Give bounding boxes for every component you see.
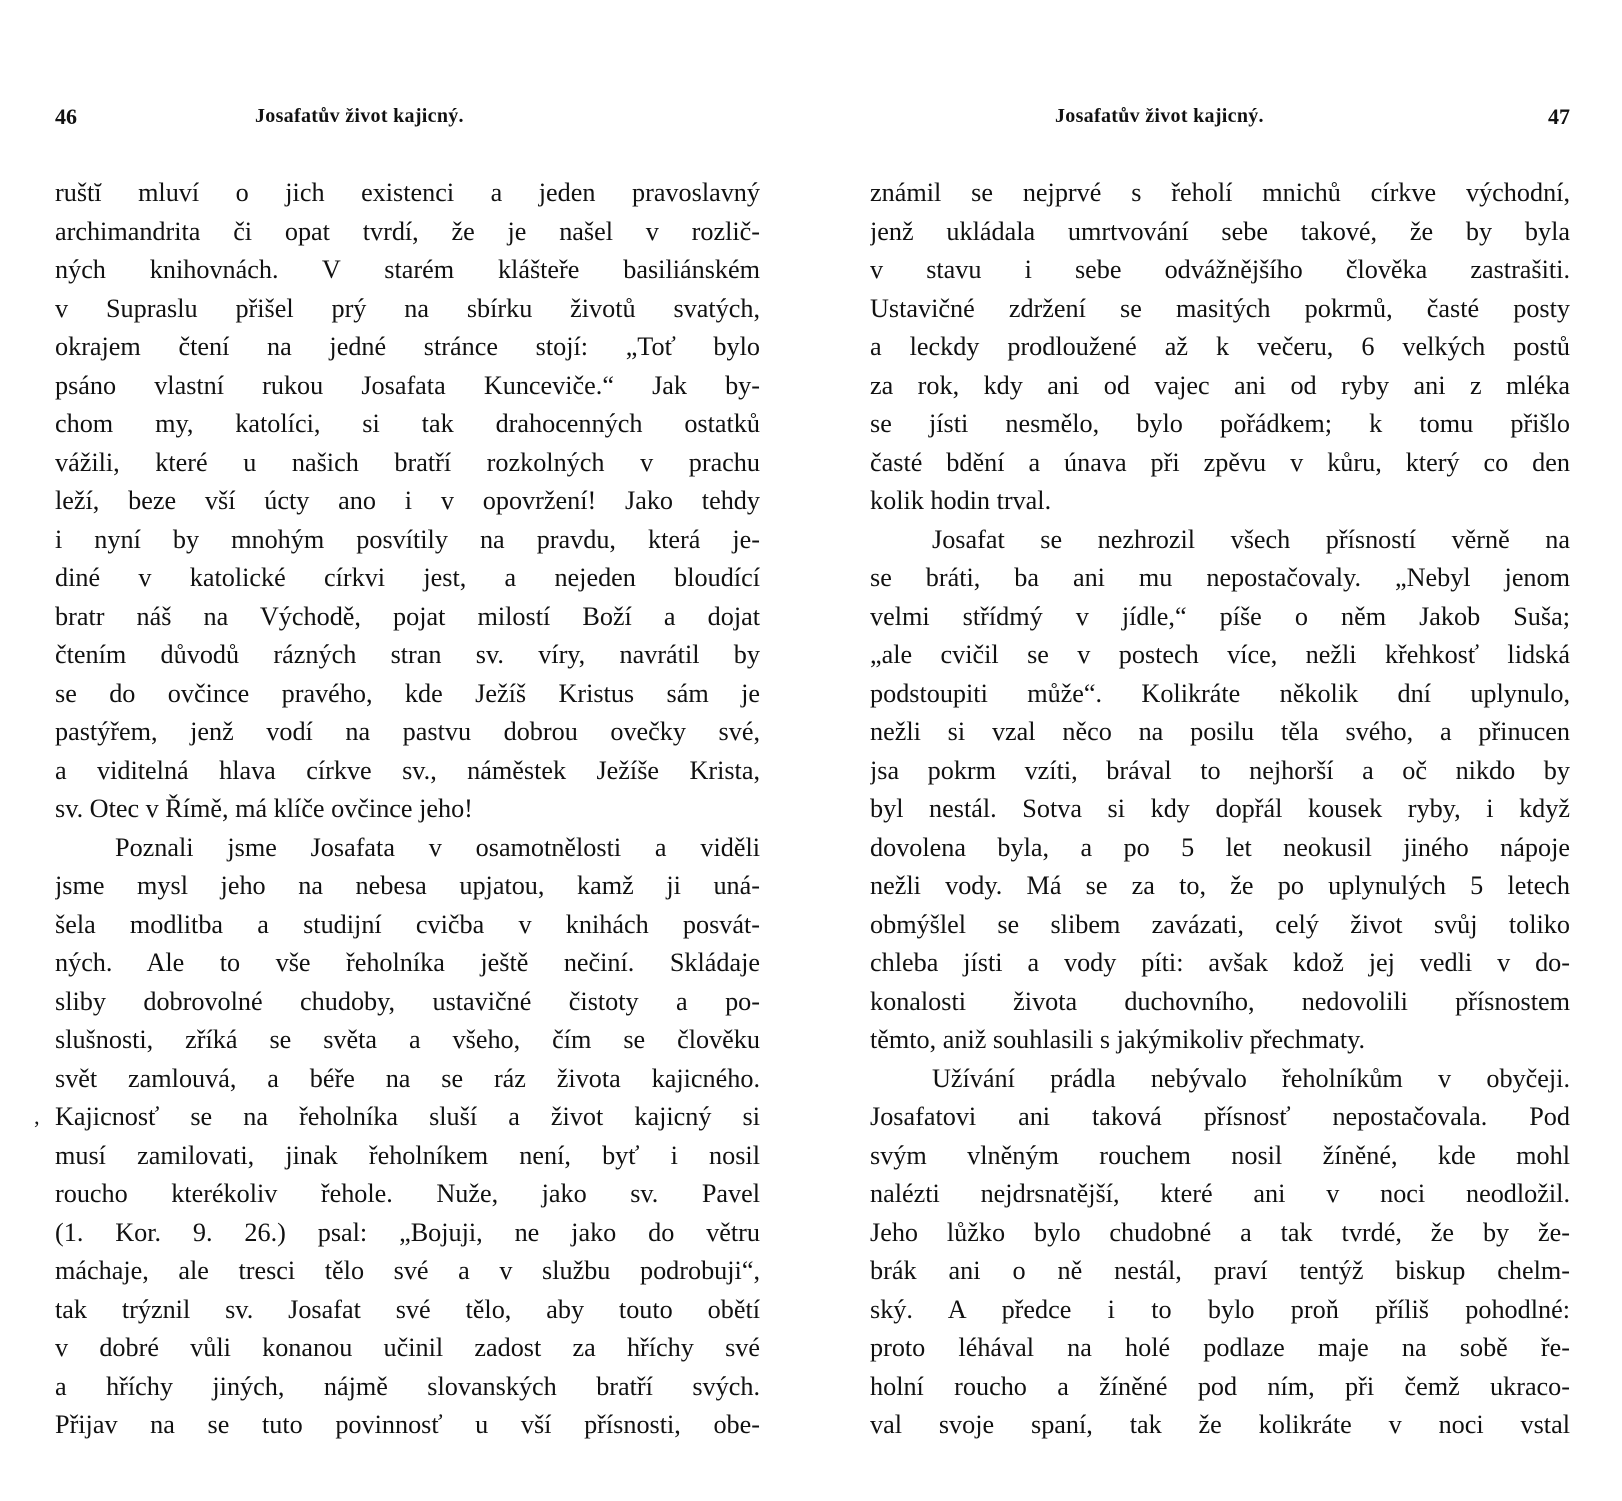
text-line — [33, 1098, 760, 1137]
text-line: sliby dobrovolné chudoby, ustavičné čistoty a po- — [55, 986, 760, 1016]
text-line: Přijav na se tuto povinnosť u vší přísnosti, obe- — [55, 1410, 760, 1439]
text-line: v Supraslu přišel prý na sbírku životů svatých, — [55, 293, 760, 323]
text-line: podstoupiti může“. Kolikráte několik dní uplynulo, — [870, 678, 1570, 708]
text-line: svým vlněným rouchem nosil žíněné, kde mohl — [870, 1140, 1570, 1170]
text-line: slušnosti, zříká se světa a všeho, čím se člověku — [55, 1025, 760, 1054]
text-line: leží, beze vší úcty ano i v opovržení! Jako tehdy — [55, 486, 760, 515]
text-line: v stavu i sebe odvážnějšího člověka zastrašiti. — [870, 255, 1570, 284]
text-line: dovolena byla, a po 5 let neokusil jiného nápoje — [870, 832, 1570, 862]
text-line: tak trýznil sv. Josafat své tělo, aby touto obětí — [55, 1294, 760, 1324]
text-line: i nyní by mnohým posvítily na pravdu, která je- — [55, 524, 760, 554]
text-line-content: Kajicnosť se na řeholníka sluší a život kajicný si — [55, 1102, 760, 1131]
text-line: konalosti života duchovního, nedovolili přísnostem — [870, 986, 1570, 1016]
margin-mark: ‚ — [33, 1104, 41, 1129]
text-line: Ustavičné zdržení se masitých pokrmů, časté posty — [870, 293, 1570, 323]
right-page-number: 47 — [1548, 104, 1570, 129]
text-line: bratr náš na Východě, pojat milostí Boží a dojat — [55, 601, 760, 631]
text-line: jsa pokrm vzíti, brával to nejhorší a oč nikdo by — [870, 755, 1570, 785]
text-line: časté bdění a únava při zpěvu v kůru, který co den — [870, 447, 1570, 477]
paragraph-last-line: sv. Otec v Římě, má klíče ovčince jeho! — [55, 794, 473, 823]
text-line: byl nestál. Sotva si kdy dopřál kousek ryby, i když — [870, 794, 1570, 823]
text-line: a viditelná hlava církve sv., náměstek Ježíše Krista, — [55, 755, 760, 785]
text-line: roucho kterékoliv řehole. Nuže, jako sv. Pavel — [55, 1179, 760, 1208]
text-line: za rok, kdy ani od vajec ani od ryby ani z mléka — [870, 370, 1570, 400]
text-line: (1. Kor. 9. 26.) psal: „Bojuji, ne jako do větru — [55, 1217, 760, 1247]
paragraph-last-line: těmto, aniž souhlasili s jakýmikoliv přechmaty. — [870, 1025, 1366, 1054]
text-line: vážili, které u našich bratří rozkolných v prachu — [55, 447, 760, 477]
text-line: Jeho lůžko bylo chudobné a tak tvrdé, že by že- — [870, 1217, 1570, 1247]
text-line: Josafatovi ani taková přísnosť nepostačovala. Pod — [870, 1102, 1570, 1131]
text-line: šela modlitba a studijní cvičba v knihách posvát- — [55, 909, 760, 939]
text-line: nežli si vzal něco na posilu těla svého, a přinucen — [870, 717, 1570, 746]
right-running-title: Josafatův život kajicný. — [1055, 105, 1264, 127]
text-line: jenž ukládala umrtvování sebe takové, že by byla — [870, 216, 1570, 246]
text-line: psáno vlastní rukou Josafata Kunceviče.“ Jak by- — [55, 370, 760, 400]
text-line: pastýřem, jenž vodí na pastvu dobrou ovečky své, — [55, 717, 760, 746]
text-line: svět zamlouvá, a béře na se ráz života kajicného. — [55, 1063, 760, 1093]
text-line: proto léhával na holé podlaze maje na sobě ře- — [870, 1333, 1570, 1362]
text-line: archimandrita či opat tvrdí, že je našel v rozlič- — [55, 216, 760, 246]
text-line: se jísti nesmělo, bylo pořádkem; k tomu přišlo — [870, 409, 1570, 438]
text-line: val svoje spaní, tak že kolikráte v noci vstal — [870, 1410, 1570, 1439]
paragraph-first-line: Josafat se nezhrozil všech přísností věrně na — [932, 524, 1570, 554]
text-line: a leckdy prodloužené až k večeru, 6 velkých postů — [870, 332, 1570, 361]
text-line: jsme mysl jeho na nebesa upjatou, kamž ji uná- — [55, 871, 760, 900]
text-line: čtením důvodů rázných stran sv. víry, navrátil by — [55, 640, 760, 669]
text-line: obmýšlel se slibem zavázati, celý život svůj toliko — [870, 909, 1570, 939]
left-page-number: 46 — [55, 104, 77, 129]
paragraph-first-line: Poznali jsme Josafata v osamotnělosti a viděli — [115, 832, 760, 862]
text-line: v dobré vůli konanou učinil zadost za hříchy své — [55, 1333, 760, 1362]
text-line: musí zamilovati, jinak řeholníkem není, byť i nosil — [55, 1140, 760, 1170]
text-line: chleba jísti a vody píti: avšak kdož jej vedli v do- — [870, 948, 1570, 977]
text-line: ruštĭ mluví o jich existenci a jeden pravoslavný — [55, 178, 760, 207]
text-line: nalézti nejdrsnatější, které ani v noci neodložil. — [870, 1179, 1570, 1208]
text-line: ných knihovnách. V starém klášteře basiliánském — [55, 255, 760, 284]
text-line: a hříchy jiných, nájmě slovanských bratří svých. — [55, 1371, 760, 1401]
text-line: známil se nejprvé s řeholí mnichů církve východní, — [870, 178, 1570, 207]
text-line: okrajem čtení na jedné stránce stojí: „Toť bylo — [55, 332, 760, 361]
paragraph-first-line: Užívání prádla nebývalo řeholníkům v obyčeji. — [932, 1063, 1570, 1093]
text-line: velmi střídmý v jídle,“ píše o něm Jakob Suša; — [870, 601, 1570, 631]
right-body-text — [870, 174, 1570, 1445]
text-line: se do ovčince pravého, kde Ježíš Kristus sám je — [55, 678, 760, 708]
text-line: se bráti, ba ani mu nepostačovaly. „Nebyl jenom — [870, 563, 1570, 592]
left-running-title: Josafatův život kajicný. — [255, 105, 464, 127]
text-line: chom my, katolíci, si tak drahocenných ostatků — [55, 409, 760, 438]
left-running-head — [55, 100, 760, 134]
text-line: ných. Ale to vše řeholníka ještě nečiní. Skládaje — [55, 948, 760, 977]
text-line: holní roucho a žíněné pod ním, při čemž ukraco- — [870, 1371, 1570, 1401]
text-line: nežli vody. Má se za to, že po uplynulých 5 letech — [870, 871, 1570, 900]
text-line: ský. A předce i to bylo proň příliš pohodlné: — [870, 1294, 1570, 1324]
left-body-text — [33, 174, 760, 1445]
text-line: brák ani o ně nestál, praví tentýž biskup chelm- — [870, 1256, 1570, 1285]
text-line: máchaje, ale tresci tělo své a v službu podrobuji“, — [55, 1256, 760, 1285]
paragraph-last-line: kolik hodin trval. — [870, 486, 1052, 515]
text-line: „ale cvičil se v postech více, nežli křehkosť lidská — [870, 640, 1570, 669]
text-line: diné v katolické církvi jest, a nejeden bloudící — [55, 563, 760, 592]
right-running-head — [870, 100, 1570, 134]
